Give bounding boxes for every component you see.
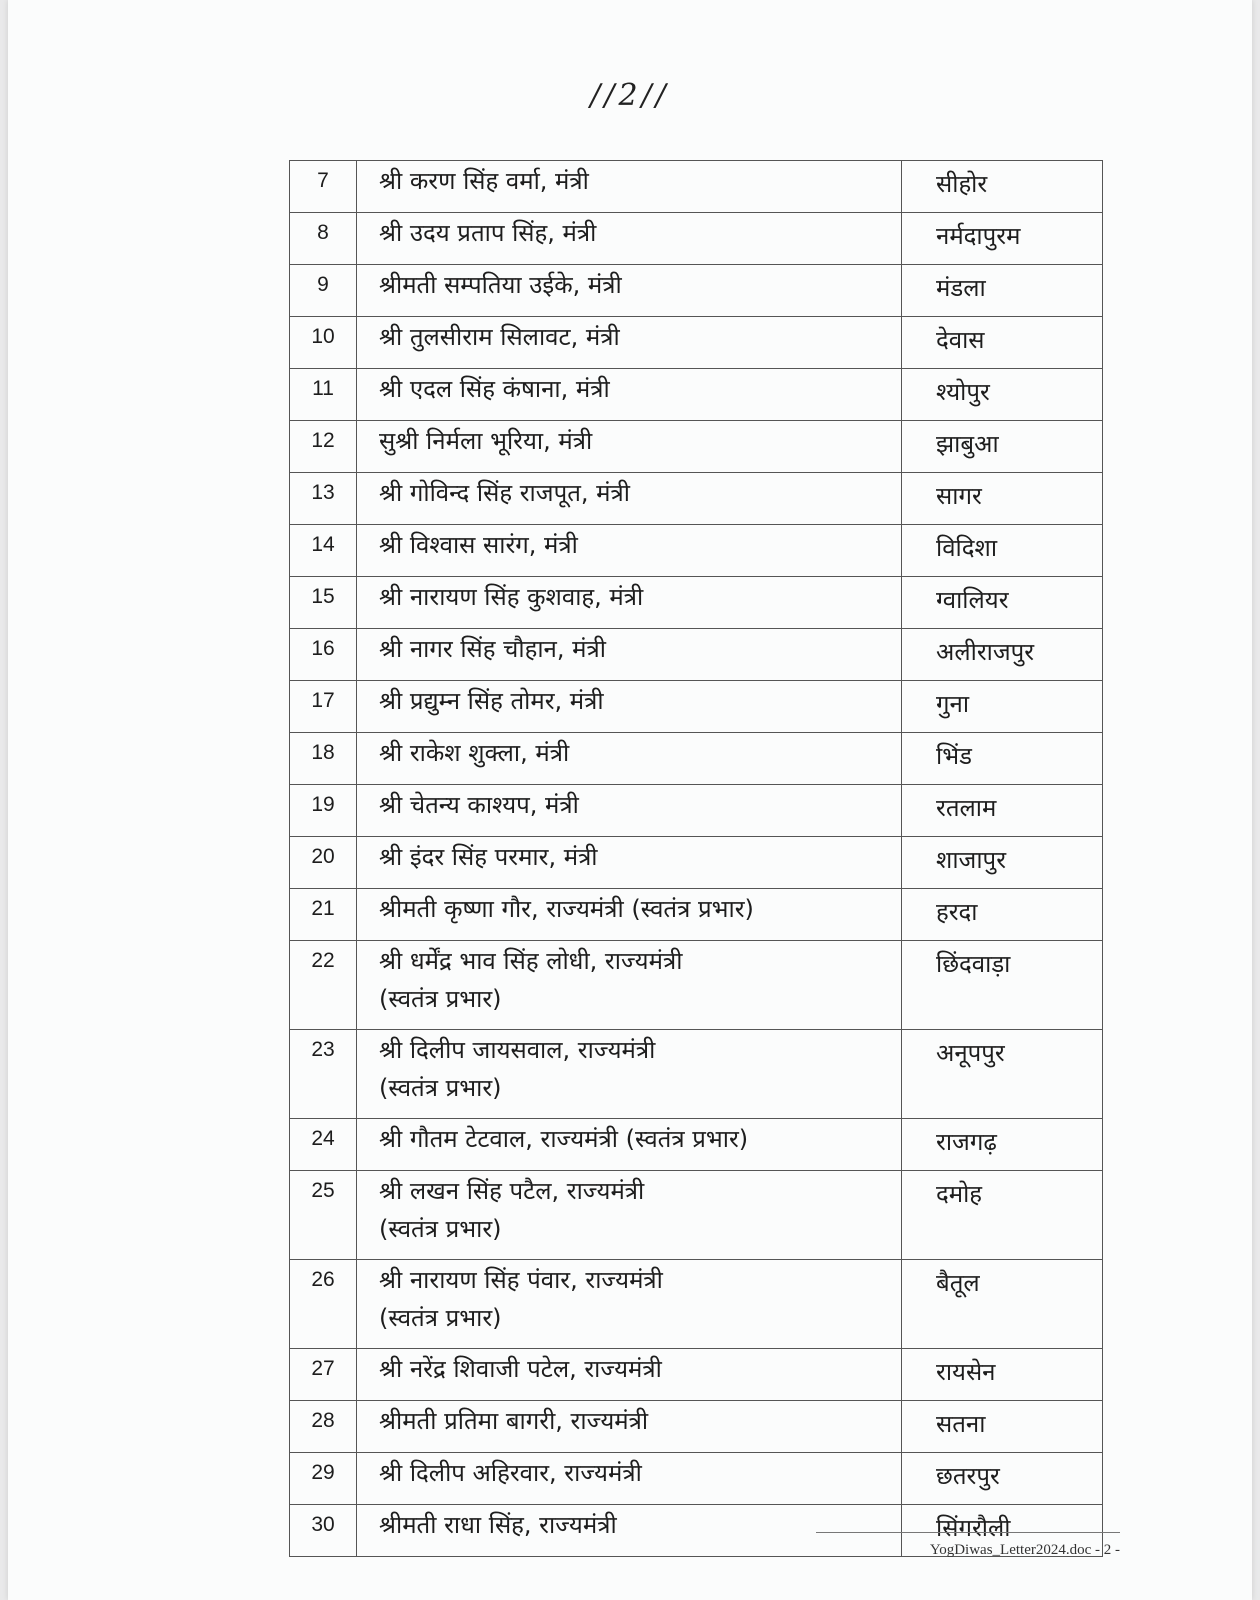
footer-filename: YogDiwas_Letter2024.doc - 2 -	[929, 1542, 1120, 1558]
table-row	[290, 1119, 1103, 1171]
minister-name: श्रीमती राधा सिंह, राज्यमंत्री	[379, 1511, 617, 1539]
district-cell: सतना	[902, 1401, 1103, 1453]
serial-number-cell: 24	[290, 1119, 357, 1171]
district-cell: भिंड	[902, 733, 1103, 785]
minister-name: श्री तुलसीराम सिलावट, मंत्री	[379, 323, 620, 351]
minister-name: श्री नरेंद्र शिवाजी पटेल, राज्यमंत्री	[379, 1355, 662, 1383]
minister-name: श्री लखन सिंह पटैल, राज्यमंत्री	[379, 1177, 645, 1205]
serial-number-cell: 30	[290, 1505, 357, 1557]
table-row	[290, 1171, 1103, 1260]
district-cell: बैतूल	[902, 1260, 1103, 1349]
table-row	[290, 265, 1103, 317]
minister-name: श्री करण सिंह वर्मा, मंत्री	[379, 167, 589, 195]
serial-number-cell: 22	[290, 941, 357, 1030]
minister-name-cell	[357, 837, 902, 889]
district-cell: हरदा	[902, 889, 1103, 941]
serial-number-cell: 7	[290, 161, 357, 213]
district-cell: झाबुआ	[902, 421, 1103, 473]
serial-number-cell: 9	[290, 265, 357, 317]
district-cell: राजगढ़	[902, 1119, 1103, 1171]
serial-number-cell: 29	[290, 1453, 357, 1505]
minister-name: श्री धर्मेंद्र भाव सिंह लोधी, राज्यमंत्री	[379, 947, 683, 975]
serial-number-cell: 10	[290, 317, 357, 369]
table-row	[290, 1030, 1103, 1119]
district-cell: सागर	[902, 473, 1103, 525]
minister-name: श्री उदय प्रताप सिंह, मंत्री	[379, 219, 597, 247]
district-cell: अलीराजपुर	[902, 629, 1103, 681]
minister-name-continued: (स्वतंत्र प्रभार)	[379, 1215, 502, 1243]
district-cell: छतरपुर	[902, 1453, 1103, 1505]
minister-name: श्री गौतम टेटवाल, राज्यमंत्री (स्वतंत्र प्रभार)	[379, 1125, 749, 1153]
district-cell: अनूपपुर	[902, 1030, 1103, 1119]
table-row	[290, 577, 1103, 629]
table-row	[290, 213, 1103, 265]
table-row	[290, 369, 1103, 421]
minister-name-cell	[357, 1349, 902, 1401]
minister-name-cell	[357, 1030, 902, 1119]
minister-name-cell	[357, 1171, 902, 1260]
serial-number-cell: 15	[290, 577, 357, 629]
serial-number-cell: 16	[290, 629, 357, 681]
serial-number-cell: 8	[290, 213, 357, 265]
serial-number-cell: 19	[290, 785, 357, 837]
district-cell: दमोह	[902, 1171, 1103, 1260]
district-cell: विदिशा	[902, 525, 1103, 577]
minister-name: श्री दिलीप जायसवाल, राज्यमंत्री	[379, 1036, 656, 1064]
table-row	[290, 629, 1103, 681]
document-page	[8, 0, 1252, 1600]
minister-name: श्री इंदर सिंह परमार, मंत्री	[379, 843, 598, 871]
table-row	[290, 525, 1103, 577]
minister-name: श्री प्रद्युम्न सिंह तोमर, मंत्री	[379, 687, 604, 715]
ministers-table	[289, 160, 1103, 1557]
district-cell: गुना	[902, 681, 1103, 733]
serial-number-cell: 18	[290, 733, 357, 785]
minister-name: सुश्री निर्मला भूरिया, मंत्री	[379, 427, 593, 455]
minister-name: श्री गोविन्द सिंह राजपूत, मंत्री	[379, 479, 630, 507]
table-row	[290, 681, 1103, 733]
minister-name-continued: (स्वतंत्र प्रभार)	[379, 1304, 502, 1332]
minister-name: श्री नागर सिंह चौहान, मंत्री	[379, 635, 606, 663]
table-row	[290, 1453, 1103, 1505]
district-cell: सीहोर	[902, 161, 1103, 213]
table-row	[290, 941, 1103, 1030]
serial-number-cell: 27	[290, 1349, 357, 1401]
district-cell: श्योपुर	[902, 369, 1103, 421]
minister-name: श्री राकेश शुक्ला, मंत्री	[379, 739, 570, 767]
minister-name: श्री नारायण सिंह पंवार, राज्यमंत्री	[379, 1266, 663, 1294]
serial-number-cell: 28	[290, 1401, 357, 1453]
district-cell: देवास	[902, 317, 1103, 369]
district-cell: मंडला	[902, 265, 1103, 317]
minister-name-cell	[357, 941, 902, 1030]
serial-number-cell: 17	[290, 681, 357, 733]
minister-name-cell	[357, 213, 902, 265]
minister-name: श्री नारायण सिंह कुशवाह, मंत्री	[379, 583, 644, 611]
table-row	[290, 421, 1103, 473]
minister-name-cell	[357, 421, 902, 473]
table-row	[290, 1401, 1103, 1453]
minister-name: श्रीमती प्रतिमा बागरी, राज्यमंत्री	[379, 1407, 649, 1435]
serial-number-cell: 26	[290, 1260, 357, 1349]
district-cell: छिंदवाड़ा	[902, 941, 1103, 1030]
serial-number-cell: 14	[290, 525, 357, 577]
district-cell: नर्मदापुरम	[902, 213, 1103, 265]
district-cell: रतलाम	[902, 785, 1103, 837]
table-row	[290, 889, 1103, 941]
minister-name-cell	[357, 1401, 902, 1453]
page-marker: //2//	[590, 78, 670, 113]
minister-name: श्रीमती सम्पतिया उईके, मंत्री	[379, 271, 622, 299]
district-cell: शाजापुर	[902, 837, 1103, 889]
table-row	[290, 317, 1103, 369]
table-row	[290, 473, 1103, 525]
minister-name-continued: (स्वतंत्र प्रभार)	[379, 1074, 502, 1102]
serial-number-cell: 11	[290, 369, 357, 421]
serial-number-cell: 20	[290, 837, 357, 889]
district-cell: ग्वालियर	[902, 577, 1103, 629]
table-row	[290, 785, 1103, 837]
table-row	[290, 1349, 1103, 1401]
serial-number-cell: 23	[290, 1030, 357, 1119]
district-cell: रायसेन	[902, 1349, 1103, 1401]
minister-name: श्री चेतन्य काश्यप, मंत्री	[379, 791, 579, 819]
minister-name-cell	[357, 889, 902, 941]
minister-name-cell	[357, 525, 902, 577]
minister-name-cell	[357, 1453, 902, 1505]
minister-name-cell	[357, 369, 902, 421]
minister-name: श्री दिलीप अहिरवार, राज्यमंत्री	[379, 1459, 642, 1487]
table-row	[290, 733, 1103, 785]
minister-name: श्री एदल सिंह कंषाना, मंत्री	[379, 375, 610, 403]
minister-name-cell	[357, 629, 902, 681]
table-row	[290, 1260, 1103, 1349]
minister-name-cell	[357, 161, 902, 213]
minister-name-continued: (स्वतंत्र प्रभार)	[379, 985, 502, 1013]
minister-name-cell	[357, 1119, 902, 1171]
minister-name-cell	[357, 577, 902, 629]
minister-name-cell	[357, 681, 902, 733]
minister-name-cell	[357, 733, 902, 785]
minister-name-cell	[357, 265, 902, 317]
table-row	[290, 837, 1103, 889]
serial-number-cell: 25	[290, 1171, 357, 1260]
minister-name: श्रीमती कृष्णा गौर, राज्यमंत्री (स्वतंत्र प्रभार)	[379, 895, 754, 923]
minister-name-cell	[357, 317, 902, 369]
footer-rule	[816, 1532, 1120, 1533]
district-cell: सिंगरौली	[902, 1505, 1103, 1557]
serial-number-cell: 13	[290, 473, 357, 525]
serial-number-cell: 21	[290, 889, 357, 941]
minister-name-cell	[357, 1260, 902, 1349]
serial-number-cell: 12	[290, 421, 357, 473]
minister-name: श्री विश्वास सारंग, मंत्री	[379, 531, 578, 559]
minister-name-cell	[357, 473, 902, 525]
table-row	[290, 161, 1103, 213]
minister-name-cell	[357, 785, 902, 837]
